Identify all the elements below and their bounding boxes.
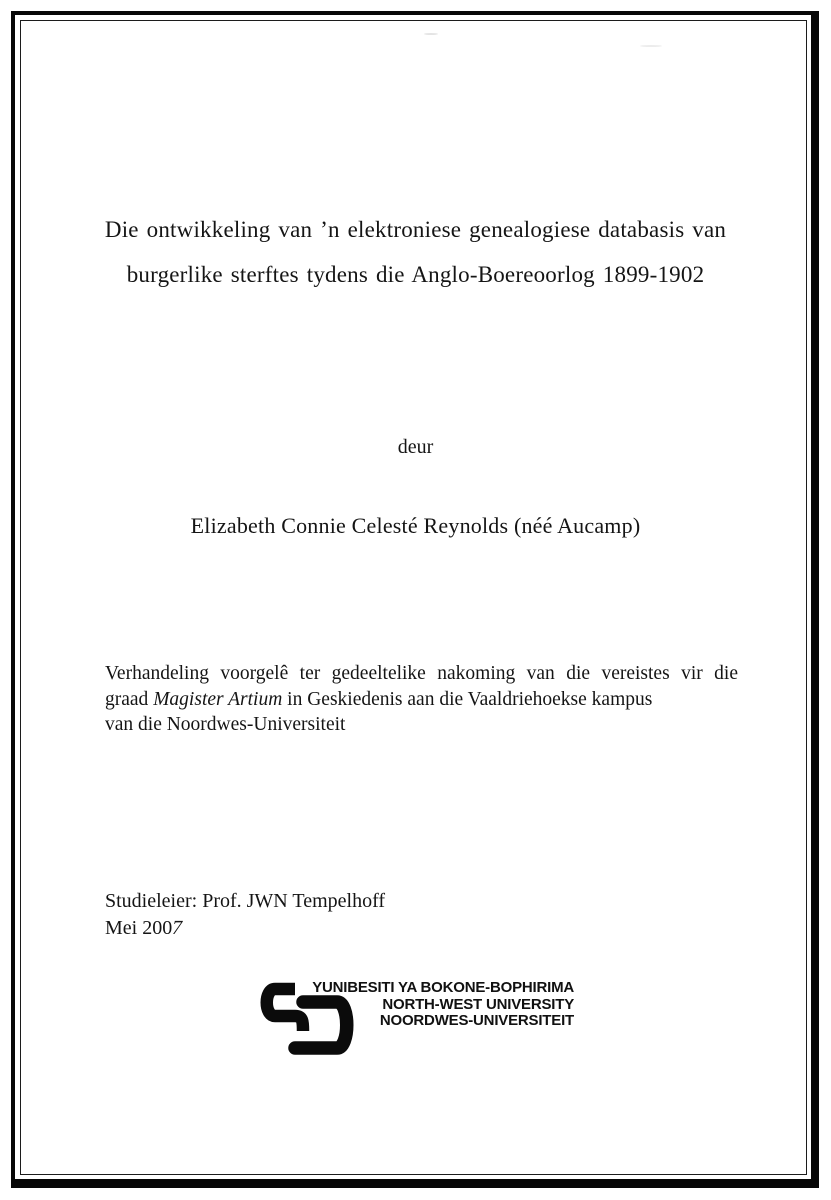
author-name: Elizabeth Connie Celesté Reynolds (néé Aucamp) bbox=[190, 513, 641, 538]
logo-text-english: NORTH-WEST UNIVERSITY bbox=[382, 995, 574, 1013]
university-logo bbox=[258, 976, 574, 1058]
declaration-line-3: van die Noordwes-Universiteit bbox=[105, 714, 346, 735]
degree-name-italic: Magister Artium bbox=[153, 688, 283, 710]
thesis-title bbox=[70, 207, 761, 297]
thesis-title-line-2: burgerlike sterftes tydens die Anglo-Boereoorlog 1899-1902 bbox=[126, 262, 705, 287]
scan-speckle bbox=[424, 33, 438, 35]
declaration-line-2-suffix: in Geskiedenis aan die Vaaldriehoekse kampus bbox=[282, 688, 653, 710]
declaration-line-1: Verhandeling voorgelê ter gedeeltelike nakoming van die vereistes vir die bbox=[105, 663, 738, 684]
university-logo-text bbox=[312, 980, 574, 1030]
date-line bbox=[105, 915, 385, 942]
declaration-line-2 bbox=[105, 687, 738, 713]
degree-declaration bbox=[105, 661, 738, 738]
scan-speckle bbox=[640, 45, 662, 47]
logo-text-setswana: YUNIBESITI YA BOKONE-BOPHIRIMA bbox=[312, 979, 574, 996]
supervisor-line: Studieleier: Prof. JWN Tempelhoff bbox=[105, 890, 386, 912]
thesis-title-line-1: Die ontwikkeling van ’n elektroniese genealogiese databasis van bbox=[104, 217, 727, 242]
date-last-digit: 7 bbox=[169, 916, 185, 939]
supervisor-and-date bbox=[105, 888, 385, 941]
logo-text-afrikaans: NOORDWES-UNIVERSITEIT bbox=[379, 1012, 574, 1029]
date-prefix: Mei 200 bbox=[105, 916, 173, 939]
declaration-line-2-prefix: graad bbox=[105, 688, 154, 710]
byline-label: deur bbox=[397, 436, 434, 458]
